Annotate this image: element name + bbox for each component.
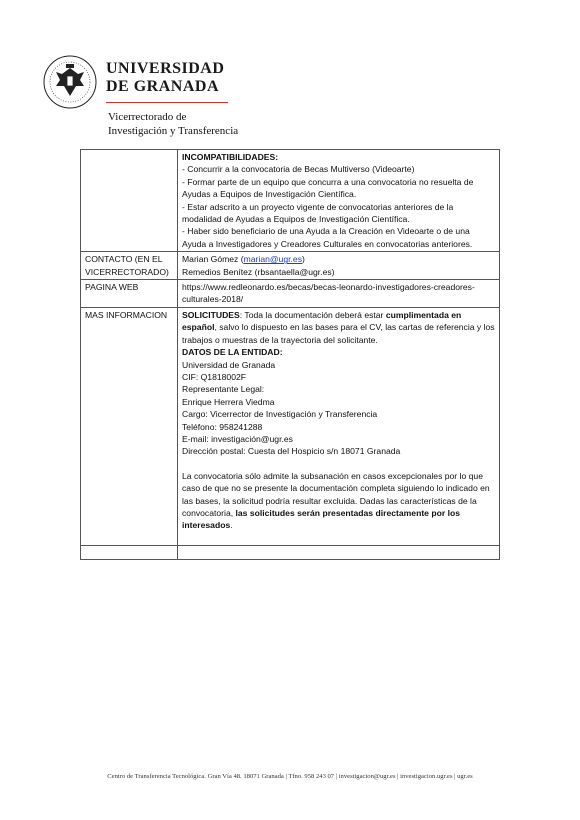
convocatoria-paragraph <box>182 470 495 532</box>
university-line-2: DE GRANADA <box>106 78 219 95</box>
contact-line-2: Remedios Benítez (rbsantaella@ugr.es) <box>182 266 335 277</box>
table-row-mas-informacion <box>81 307 500 545</box>
department-line-1: Vicerrectorado de <box>108 111 187 123</box>
table-row-web <box>81 280 500 308</box>
header-divider <box>106 102 228 103</box>
paragraph-gap <box>182 458 495 470</box>
convocatoria-end: . <box>230 520 233 531</box>
info-table <box>80 149 500 560</box>
more-info-cell <box>178 307 500 545</box>
solicitudes-bold: cumplimentada en español <box>182 309 462 333</box>
empty-cell <box>178 545 500 559</box>
contact-email-link[interactable]: marian@ugr.es <box>243 254 303 265</box>
contact-cell <box>178 252 500 280</box>
university-seal-icon <box>42 54 98 110</box>
incompat-item: - Formar parte de un equipo que concurra a una convocatoria no resuelta de Ayudas a Equipos de Investigación Científica. <box>182 176 474 200</box>
table-row-contacto <box>81 252 500 280</box>
entity-line: E-mail: investigación@ugr.es <box>182 433 293 444</box>
page-footer: Centro de Transferencia Tecnológica. Gran Vía 48. 18071 Granada | Tfno. 958 243 07 | investigacion@ugr.es | investigacion.ugr.es | ugr.es <box>107 773 473 780</box>
contact-paren: ) <box>302 254 305 265</box>
university-name <box>106 60 224 96</box>
table-row-incompatibilidades <box>81 150 500 252</box>
incompat-item: - Concurrir a la convocatoria de Becas Multiverso (Videoarte) <box>182 164 415 175</box>
entity-line: Teléfono: 958241288 <box>182 421 263 432</box>
incompat-item: - Estar adscrito a un proyecto vigente de convocatorias anteriores de la modalidad de Ayudas a Equipos de Investigación Científica. <box>182 201 454 225</box>
incompat-item: - Haber sido beneficiario de una Ayuda a la Creación en Videoarte o de una Ayuda a Investigadores y Creadores Culturales en convocatorias anteriores. <box>182 226 473 249</box>
table-row-empty <box>81 545 500 559</box>
paragraph-gap <box>182 532 495 544</box>
convocatoria-bold: las solicitudes serán presentadas directamente por los interesados <box>182 507 460 531</box>
entity-line: Dirección postal: Cuesta del Hospicio s/n 18071 Granada <box>182 446 401 457</box>
entity-line: Enrique Herrera Viedma <box>182 396 275 407</box>
contact-name-1: Marian Gómez ( <box>182 254 244 265</box>
entity-line: Universidad de Granada <box>182 359 276 370</box>
entity-title: DATOS DE LA ENTIDAD: <box>182 347 283 358</box>
contact-line-1 <box>182 253 495 265</box>
incompatibilidades-title: INCOMPATIBILIDADES: <box>182 152 279 162</box>
department-name <box>108 110 238 138</box>
contact-label: CONTACTO (EN EL VICERRECTORADO) <box>81 252 178 280</box>
department-line-2: Investigación y Transferencia <box>108 125 239 137</box>
entity-line: CIF: Q1818002F <box>182 371 247 382</box>
web-label: PAGINA WEB <box>81 280 178 308</box>
label-cell-empty <box>81 150 178 252</box>
incompatibilidades-cell <box>178 150 500 252</box>
empty-cell <box>81 545 178 559</box>
entity-line: Representante Legal: <box>182 384 265 395</box>
more-info-label: MAS INFORMACION <box>81 307 178 545</box>
convocatoria-text: La convocatoria sólo admite la subsanación en casos excepcionales por lo que caso de que no se presente la documentación completa siguiendo lo indicado en las bases, la solicitud podría resultar excluida. Dadas las características de la convocatoria, <box>182 470 490 518</box>
solicitudes-text-2: , salvo lo dispuesto en las bases para el CV, las cartas de referencia y los trabajos o muestras de la trayectoria del solicitante. <box>182 322 495 345</box>
solicitudes-text-1: : Toda la documentación deberá estar <box>239 309 386 320</box>
solicitudes-label: SOLICITUDES <box>182 309 240 320</box>
solicitudes-paragraph <box>182 309 495 346</box>
entity-line: Cargo: Vicerrector de Investigación y Transferencia <box>182 409 378 420</box>
web-url[interactable]: https://www.redleonardo.es/becas/becas-leonardo-investigadores-creadores-culturales-2018/ <box>178 280 500 308</box>
university-line-1: UNIVERSIDAD <box>106 60 225 77</box>
